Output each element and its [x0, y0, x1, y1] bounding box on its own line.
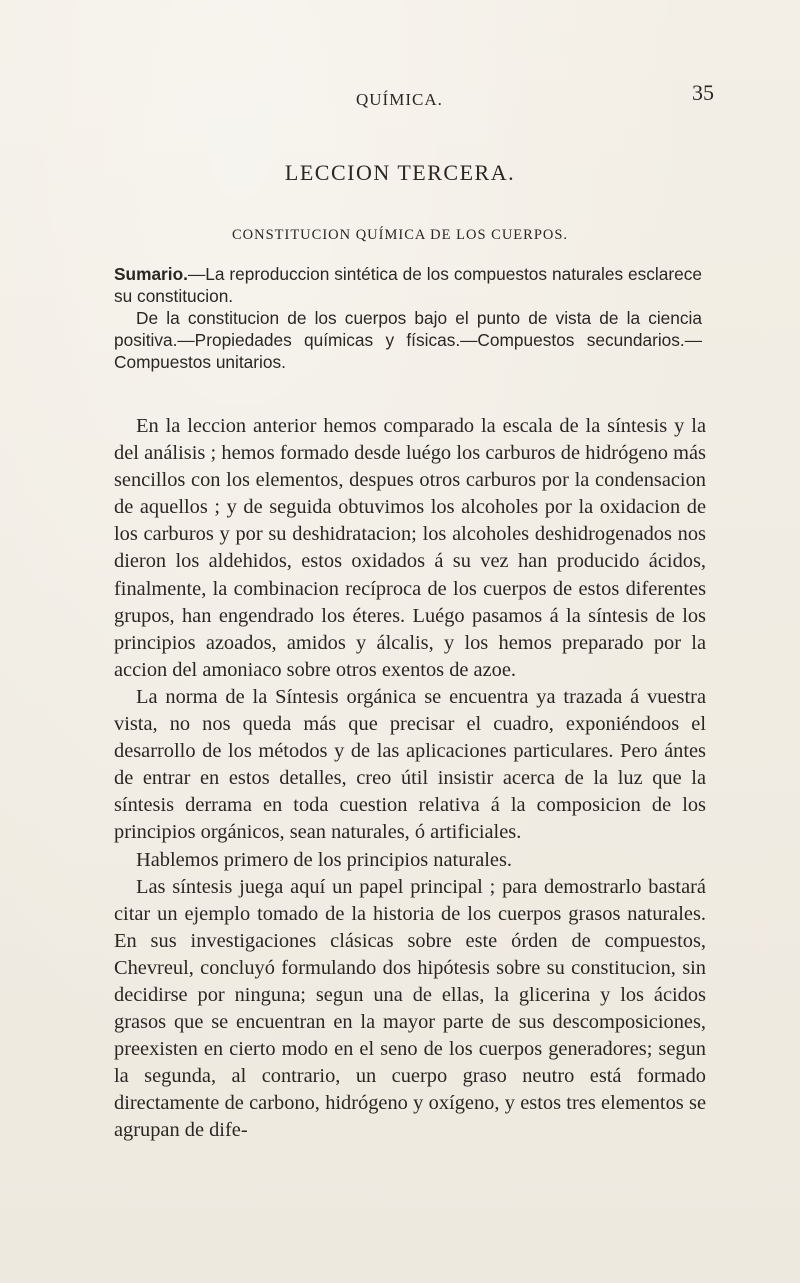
- page-number: 35: [692, 80, 714, 105]
- paragraph-3: Hablemos primero de los principios naturales.: [136, 848, 513, 871]
- paragraph-4: Las síntesis juega aquí un papel principal ; para demostrarlo bastará citar un ejemplo tomado de la historia de los cuerpos grasos naturales. En sus investigaciones clásicas sobre este órden de compuestos, Chevreul, concluyó formulando dos hipótesis sobre su constitucion, sin decidirse por ninguna; segun una de ellas, la glicerina y los ácidos grasos que se encuentran en la mayor parte de sus descomposiciones, preexisten en cierto modo en el seno de los cuerpos generadores; segun la segunda, al contrario, un cuerpo graso neutro está formado directamente de carbono, hidrógeno y oxígeno, y estos tres elementos se agrupan de dife-: [114, 875, 706, 1142]
- summary-block: [114, 263, 702, 373]
- summary-first: [114, 263, 702, 307]
- running-title: QUÍMICA.: [356, 90, 443, 109]
- summary-label: Sumario.: [114, 264, 188, 284]
- chapter-subtitle: CONSTITUCION QUÍMICA DE LOS CUERPOS.: [231, 227, 569, 243]
- chapter-title: LECCION TERCERA.: [284, 160, 516, 185]
- summary-first-text: —La reproduccion sintética de los compuestos naturales esclarece su constitucion.: [114, 264, 702, 306]
- paragraph-2: La norma de la Síntesis orgánica se encuentra ya trazada á vuestra vista, no nos queda más que precisar el cuadro, exponiéndoos el desarrollo de los métodos y de las aplicaciones particulares. Pero ántes de entrar en estos detalles, creo útil insistir acerca de la luz que la síntesis derrama en toda cuestion relativa á la composicion de los principios orgánicos, sean naturales, ó artificiales.: [114, 685, 706, 844]
- summary-second: De la constitucion de los cuerpos bajo el punto de vista de la ciencia positiva.—Propiedades químicas y físicas.—Compuestos secundarios.—Compuestos unitarios.: [114, 308, 702, 372]
- paragraph-1: En la leccion anterior hemos comparado la escala de la síntesis y la del análisis ; hemos formado desde luégo los carburos de hidrógeno más sencillos con los elementos, despues otros carburos por la condensacion de aquellos ; y de seguida obtuvimos los alcoholes por la oxidacion de los carburos y por su deshidratacion; los alcoholes deshidrogenados nos dieron los aldehidos, estos oxidados á su vez han producido ácidos, finalmente, la combinacion recíproca de los cuerpos de estos diferentes grupos, han engendrado los éteres. Luégo pasamos á la síntesis de los principios azoados, amidos y álcalis, y los hemos preparado por la accion del amoniaco sobre otros exentos de azoe.: [114, 415, 706, 681]
- running-head: [0, 80, 800, 120]
- body-text: [114, 413, 706, 1145]
